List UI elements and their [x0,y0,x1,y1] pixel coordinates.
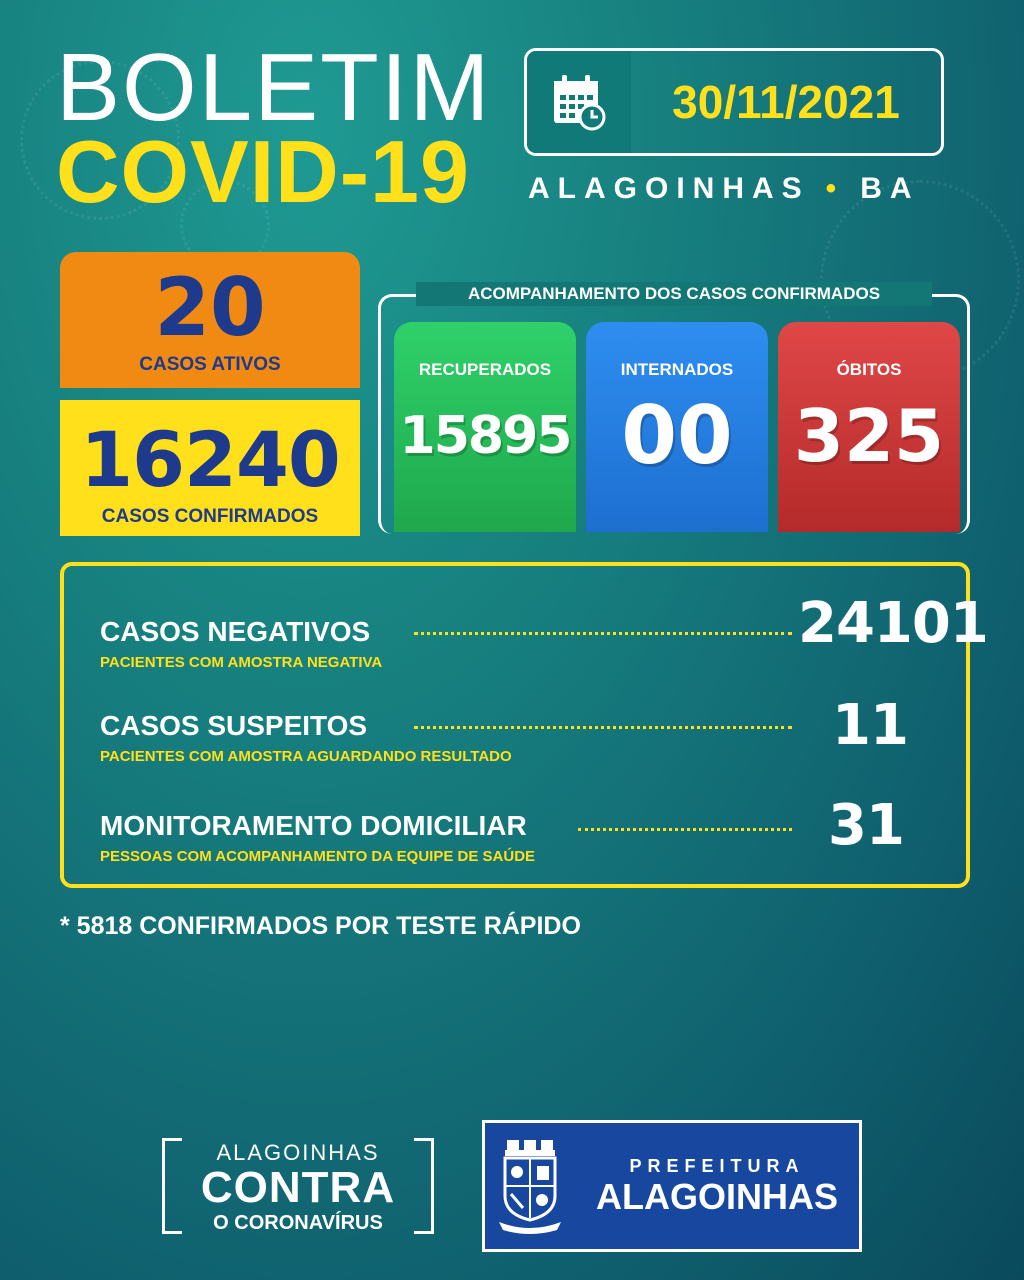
recovered-value: 15895 [399,406,571,466]
campaign-bracket-left [162,1138,182,1234]
title-covid: COVID-19 [56,122,470,221]
recovered-label: RECUPERADOS [418,360,552,379]
suspect-cases-subtitle: PACIENTES COM AMOSTRA AGUARDANDO RESULTADO [100,748,512,765]
prefeitura-city: ALAGOINHAS [596,1175,838,1217]
negative-cases-title: CASOS NEGATIVOS [100,616,371,647]
negative-cases-subtitle: PACIENTES COM AMOSTRA NEGATIVA [100,654,383,671]
title-boletim: BOLETIM [56,34,492,141]
prefeitura-text [575,1156,859,1217]
home-monitoring-value: 31 [828,793,904,858]
campaign-logo [162,1138,434,1238]
hospitalized-card [586,322,768,532]
recovered-card [394,322,576,532]
deaths-label: ÓBITOS [836,360,902,379]
hospitalized-value: 00 [621,389,733,482]
home-monitoring-title: MONITORAMENTO DOMICILIAR [100,810,527,841]
negative-cases-leader [414,632,792,635]
home-monitoring-subtitle: PESSOAS COM ACOMPANHAMENTO DA EQUIPE DE SAÚDE [100,848,536,865]
location [528,172,948,206]
hospitalized-label: INTERNADOS [620,360,734,379]
home-monitoring-leader [578,828,792,831]
bulletin-date: 30/11/2021 [672,76,900,128]
confirmed-cases-label: CASOS CONFIRMADOS [101,506,319,527]
city-name: ALAGOINHAS [528,172,810,205]
suspect-cases-value: 11 [832,693,908,758]
active-cases-label: CASOS ATIVOS [139,354,281,375]
prefeitura-label: PREFEITURA [629,1155,805,1176]
negative-cases-value: 24101 [798,591,988,656]
deaths-card [778,322,960,532]
suspect-cases-title: CASOS SUSPEITOS [100,710,368,741]
suspect-cases-leader [414,726,792,729]
suspect-cases-row [100,710,950,765]
campaign-city: ALAGOINHAS [216,1140,380,1165]
calendar-icon [527,51,631,153]
prefeitura-logo [482,1120,862,1252]
tracking-title: ACOMPANHAMENTO DOS CASOS CONFIRMADOS [416,282,932,306]
home-monitoring-row [100,810,950,865]
active-cases-value: 20 [154,261,266,354]
location-separator: • [825,172,845,205]
rapid-test-footnote: * 5818 CONFIRMADOS POR TESTE RÁPIDO [60,912,581,940]
campaign-coronavirus: O CORONAVÍRUS [213,1212,383,1234]
deaths-value: 325 [793,394,945,478]
campaign-contra: CONTRA [200,1163,396,1212]
confirmed-cases-card [60,400,360,536]
active-cases-card [60,252,360,388]
city-crest-icon [485,1138,575,1234]
confirmed-cases-value: 16240 [80,415,340,504]
date-box [524,48,944,156]
state-name: BA [860,172,920,205]
campaign-bracket-right [414,1138,434,1234]
